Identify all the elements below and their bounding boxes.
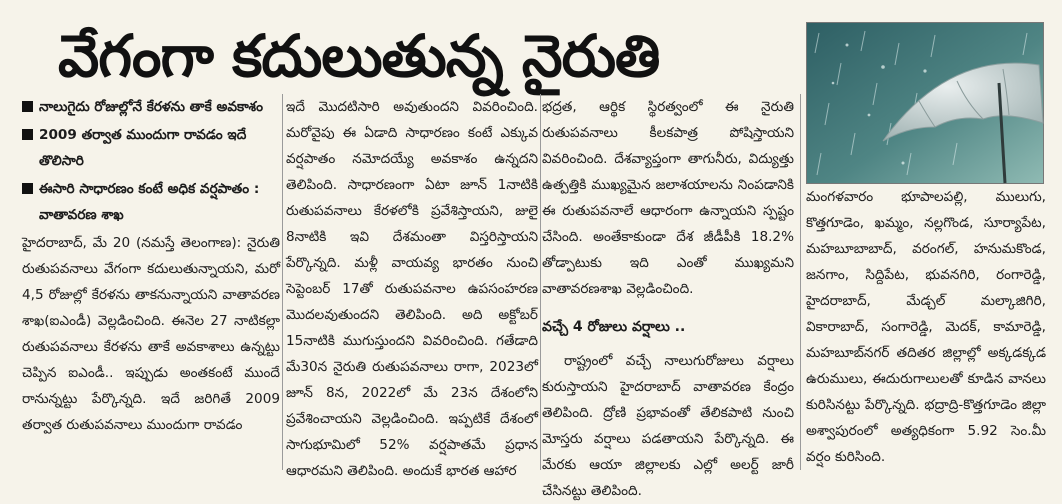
umbrella-rain-icon — [807, 23, 1043, 183]
body-paragraph: రాష్ట్రంలో వచ్చే నాలుగురోజులు వర్షాలు కురుస్తాయని హైదరాబాద్ వాతావరణ కేంద్రం తెలిపింది. ద్రోణి ప్రభావంతో తేలికపాటి నుంచి మోస్తరు వర్షాలు పడతాయని పేర్కొన్నది. ఈ మేరకు ఆయా జిల్లాలకు ఎల్లో అలర్ట్ జారీ చేసినట్టు తెలిపింది. — [542, 353, 794, 499]
square-bullet-icon — [22, 101, 33, 112]
highlight-text: ఈసారి సాధారణం కంటే అధిక వర్షపాతం : వాతావరణ శాఖ — [39, 181, 260, 223]
subheading: వచ్చే 4 రోజులు వర్షాలు .. — [542, 319, 686, 335]
headline: వేగంగా కదులుతున్న నైరుతి — [58, 22, 660, 90]
column-4 — [806, 184, 1046, 470]
body-paragraph: మంగళవారం భూపాలపల్లి, ములుగు, కొత్తగూడెం, ఖమ్మం, నల్లగొండ, సూర్యాపేట, మహబూబాబాద్, వరంగల్, హనుమకొండ, జనగాం, సిద్దిపేట, భువనగిరి, రంగారెడ్డి, హైదరాబాద్, మేడ్చల్ మల్కాజిగిరి, వికారాబాద్, సంగారెడ్డి, మెదక్, కామారెడ్డి, మహబూబ్‌నగర్ తదితర జిల్లాల్లో అక్కడక్కడ ఉరుములు, ఈదురుగాలులతో కూడిన వానలు కురిసినట్టు పేర్కొన్నది. భద్రాద్రి-కొత్తగూడెం జిల్లా అశ్వాపురంలో అత్యధికంగా 5.92 సెం.మీ వర్షం కురిసింది. — [806, 189, 1046, 465]
square-bullet-icon — [22, 183, 33, 194]
rain-umbrella-photo — [806, 22, 1044, 184]
body-paragraph: ఇదే మొదటిసారి అవుతుందని వివరించింది. మరోవైపు ఈ ఏడాది సాధారణం కంటే ఎక్కువ వర్షపాతం నమోదయ్యే అవకాశం ఉన్నదని తెలిపింది. సాధారణంగా ఏటా జూన్ 1నాటికి రుతుపవనాలు కేరళలోకి ప్రవేశిస్తాయని, జులై 8నాటికి ఇవి దేశమంతా విస్తరిస్తాయని పేర్కొన్నది. మళ్లీ వాయవ్య భారతం నుంచి సెప్టెంబర్ 17తో రుతుపవనాల ఉపసంహరణ మొదలవుతుందని తెలిపింది. అది అక్టోబర్ 15నాటికి ముగుస్తుందని వివరించింది. గతేడాది మే30న నైరుతి రుతుపవనాలు రాగా, 2023లో జూన్ 8న, 2022లో మే 23న దేశంలోని ప్రవేశించాయని వెల్లడించింది. ఇప్పటికే దేశంలో సాగుభూమిలో 52% వర్షపాతమే ప్రధాన ఆధారమని తెలిపింది. అందుకే భారత ఆహార — [286, 99, 538, 479]
body-paragraph: భద్రత, ఆర్థిక స్థిరత్వంలో ఈ నైరుతి రుతుపవనాలు కీలకపాత్ర పోషిస్తాయని వివరించింది. దేశవ్యాప్తంగా తాగునీరు, విద్యుత్తు ఉత్పత్తికి ముఖ్యమైన జలాశయాలను నింపడానికి ఈ రుతుపవనాలే ఆధారంగా ఉన్నాయని స్పష్టం చేసింది. అంతేకాకుండా దేశ జీడీపీకి 18.2% తోడ్పాటుకు ఇది ఎంతో ముఖ్యమని వాతావరణశాఖ వెల్లడించింది. — [542, 99, 794, 297]
highlight-item — [22, 94, 280, 120]
highlight-text: 2009 తర్వాత ముందుగా రావడం ఇదే తొలిసారి — [39, 127, 247, 169]
column-3 — [542, 94, 794, 499]
highlight-item — [22, 176, 280, 228]
column-divider — [282, 94, 283, 470]
body-paragraph: హైదరాబాద్, మే 20 (నమస్తే తెలంగాణ): నైరుతి రుతుపవనాలు వేగంగా కదులుతున్నాయని, మరో 4,5 రోజుల్లో కేరళను తాకనున్నాయని వాతావరణ శాఖ(ఐఎండీ) వెల్లడించింది. ఈనెల 27 నాటికల్లా రుతుపవనాలు కేరళను తాకే అవకాశాలు ఉన్నట్టు చెప్పిన ఐఎండీ.. ఇప్పుడు అంతకంటే ముందే రానున్నట్టు పేర్కొన్నది. ఇదే జరిగితే 2009 తర్వాత రుతుపవనాలు ముందుగా రావడం — [22, 235, 280, 433]
highlight-text: నాలుగైదు రోజుల్లోనే కేరళను తాకే అవకాశం — [39, 99, 264, 115]
column-divider — [540, 94, 541, 470]
column-1 — [22, 94, 280, 470]
column-divider — [800, 94, 801, 470]
column-2 — [286, 94, 538, 479]
highlight-item — [22, 122, 280, 174]
square-bullet-icon — [22, 129, 33, 140]
